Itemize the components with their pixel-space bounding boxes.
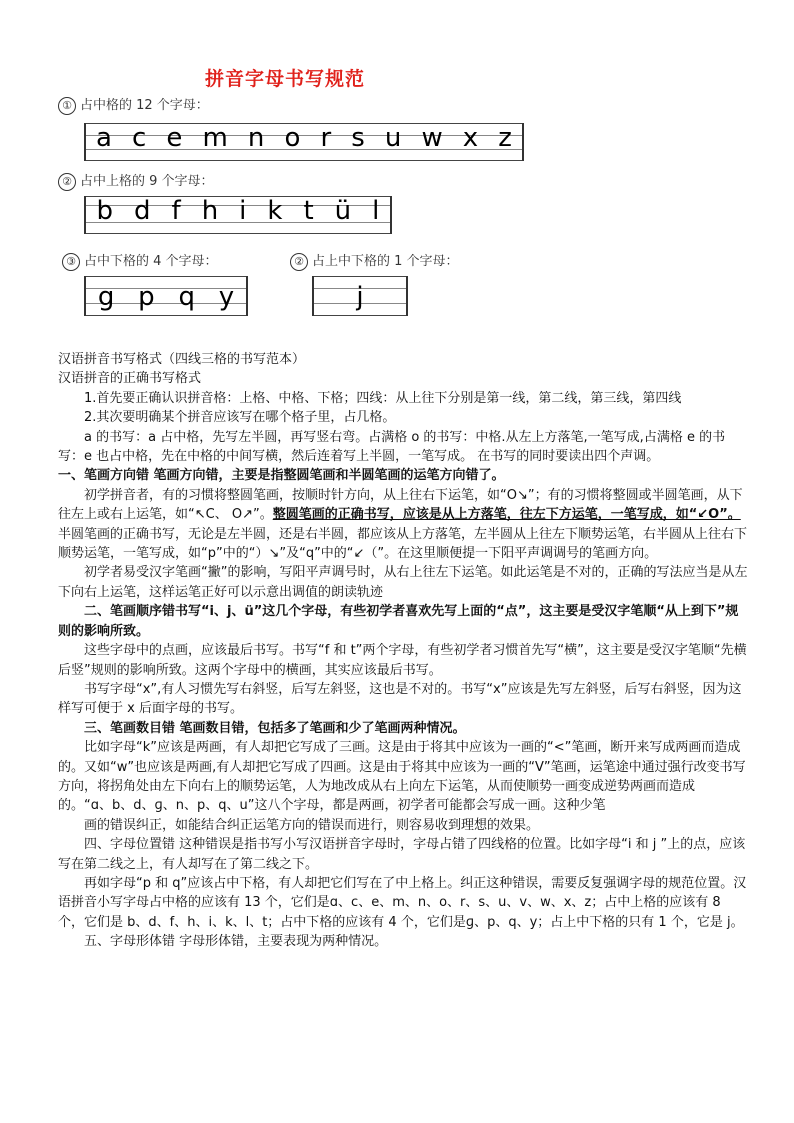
pinyin-letter: b [96,196,114,226]
group3-number: ③ [62,253,80,271]
group1-caption [58,94,209,115]
pinyin-letter: w [421,123,443,153]
pinyin-letter: y [218,282,235,312]
pinyin-letter: ü [334,196,352,226]
pinyin-letter: a [96,123,112,153]
paragraph-stroke-fix: 画的错误纠正，如能结合纠正运笔方向的错误而进行，则容易收到理想的效果。 [84,817,540,833]
pinyin-letter: n [247,123,265,153]
pinyin-letter: e [166,123,183,153]
paragraph-stroke-direction [58,486,748,564]
paragraph-aoe: a 的书写：a 占中格，先写左半圆，再写竖右弯。占满格 o 的书写：中格.从左上方落笔,一笔写成,占满格 e 的书写：e 也占中格，先在中格的中间写横，然后连着写上半圆，一笔写成。 在书写的同时要读出四个声调。 [58,429,726,465]
pinyin-letter: d [134,196,151,226]
pinyin-letter: r [320,123,332,153]
section-heading-2: 二、笔画顺序错书写“i、j、ü”这几个字母，有些初学者喜欢先写上面的“点”，这主要是受汉字笔顺“从上到下”规则的影响所致。 [58,604,739,639]
stroke-direction-text-a: 初学拼音者，有的习惯将整圆笔画，按顺时针方向，从上往右下运笔，如“O↘”；有的习惯将整圆或半圆笔画，从下往左上或右上运笔，如“↖C、 O↗”。 [58,487,743,523]
group3-letters [86,276,246,312]
group3-caption-text: 占中下格的 4 个字母： [84,254,218,269]
group1-letters [86,123,522,153]
grid-middle-12 [84,123,524,161]
pinyin-letter: z [498,123,512,153]
group2-letters [86,196,390,226]
body-text [58,350,748,952]
pinyin-letter: q [178,282,195,312]
group4-number: ② [290,253,308,271]
pinyin-letter: k [267,196,283,226]
pinyin-letter: o [284,123,301,153]
grid-full-1 [312,276,408,316]
group3-caption [62,250,218,271]
group1-caption-text: 占中格的 12 个字母： [80,98,209,113]
stroke-direction-emphasis: 整圆笔画的正确书写，应该是从上方落笔，往左下方运笔，一笔写成，如“↙O”。 [272,507,741,523]
pinyin-letter: c [132,123,147,153]
pinyin-letter: p [138,282,155,312]
pinyin-letter: f [171,196,181,226]
group4-caption-text: 占上中下格的 1 个字母： [312,254,459,269]
group2-number: ② [58,173,76,191]
group4-letters [314,276,406,312]
group4-caption [290,250,459,271]
paragraph-grid-placement: 2.其次要明确某个拼音应该写在哪个格子里，占几格。 [84,410,396,426]
heading-format: 汉语拼音书写格式（四线三格的书写范本） [58,352,306,367]
pinyin-letter: l [372,196,380,226]
pinyin-letter: g [97,282,115,312]
pinyin-letter: t [303,196,314,226]
grid-middle-lower-4 [84,276,248,316]
paragraph-position: 再如字母“p 和 q”应该占中下格，有人却把它们写在了中上格上。纠正这种错误，需要反复强调字母的规范位置。汉语拼音小写字母占中格的应该有 13 个，它们是ɑ、c、e、m、n、o、r、s、u、v、w、x、z；占中上格的应该有 8 个，它们是 b、d、f、h、i、k、l、t；占中下格的应该有 4 个，它们是ɡ、p、q、y；占上中下格的只有 1 个，它是 j。 [58,875,747,930]
section-heading-3: 三、笔画数目错 笔画数目错，包括多了笔画和少了笔画两种情况。 [84,720,466,736]
group2-caption-text: 占中上格的 9 个字母： [80,174,214,189]
paragraph-grid-intro: 1.首先要正确认识拼音格：上格、中格、下格；四线：从上往下分别是第一线，第二线，第三线，第四线 [84,390,682,406]
pinyin-letter: s [351,123,365,153]
section-heading-1: 一、笔画方向错 笔画方向错，主要是指整圆笔画和半圆笔画的运笔方向错了。 [58,468,505,484]
pinyin-letter: h [201,196,219,226]
paragraph-stroke-count: 比如字母“k”应该是两画，有人却把它写成了三画。这是由于将其中应该为一画的“<”笔画，断开来写成两画而造成的。又如“w”也应该是两画,有人却把它写成了四画。这是由于将其中应该为一画的“V”笔画，运笔途中通过强行改变书写方向，将拐角处由左下向右上的顺势运笔，人为地改成从右上向左下运笔，从而使顺势一画变成逆势两画而造成的。“ɑ、b、d、ɡ、n、p、q、u”这八个字母，都是两画，初学者可能都会写成一画。这种少笔 [58,740,746,814]
paragraph-x-stroke: 书写字母“x”,有人习惯先写右斜竖，后写左斜竖，这也是不对的。书写“x”应该是先写左斜竖，后写右斜竖，因为这样写可便于 x 后面字母的书写。 [58,681,742,717]
group1-number: ① [58,97,76,115]
grid-middle-upper-9 [84,196,392,234]
paragraph-tone-mark: 初学者易受汉字笔画“撇”的影响，写阳平声调号时，从右上往左下运笔。如此运笔是不对的，正确的写法应当是从左下向右上运笔，这样运笔正好可以示意出调值的朗读轨迹 [58,565,748,600]
document-title: 拼音字母书写规范 [205,68,366,90]
pinyin-letter: u [384,123,402,153]
group2-caption [58,170,214,191]
stroke-direction-text-c: 半圆笔画的正确书写，无论是左半圆，还是右半圆，都应该从上方落笔，左半圆从上往左下顺势运笔，右半圆从上往右下顺势运笔，一笔写成，如“p”中的“）↘”及“q”中的“↙（”。在这里顺便提一下阳平声调调号的笔画方向。 [58,526,748,562]
pinyin-letter: i [239,196,247,226]
section-heading-5: 五、字母形体错 字母形体错，主要表现为两种情况。 [84,934,388,950]
section-heading-4: 四、字母位置错 这种错误是指书写小写汉语拼音字母时，字母占错了四线格的位置。比如字母“i 和 j ”上的点，应该写在第二线之上，有人却写在了第二线之下。 [58,837,746,872]
pinyin-letter: x [462,123,479,153]
pinyin-letter: j [356,282,364,312]
paragraph-dot-cross: 这些字母中的点画，应该最后书写。书写“f 和 t”两个字母，有些初学者习惯首先写“横”，这主要是受汉字笔顺“先横后竖”规则的影响所致。这两个字母中的横画，其实应该最后书写。 [58,643,747,678]
pinyin-letter: m [202,123,228,153]
heading-correct-format: 汉语拼音的正确书写格式 [58,371,202,387]
